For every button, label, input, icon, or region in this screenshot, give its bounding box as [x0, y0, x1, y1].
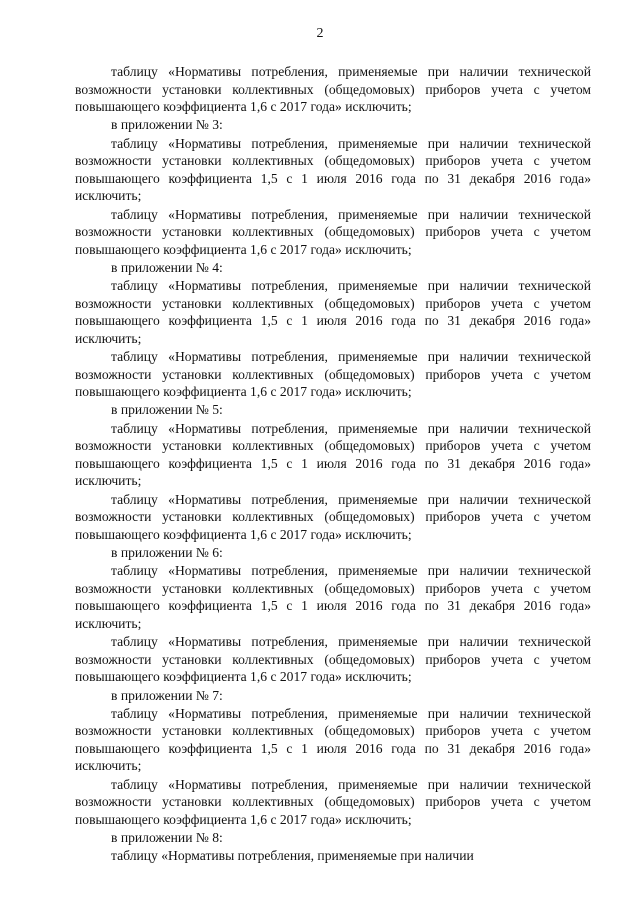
paragraph: таблицу «Нормативы потребления, применяемые при наличии технической возможности установки коллективных (общедомовых) приборов учета с учетом повышающего коэффициента 1,5 с 1 июля 2016 года по 31 декабря 2016 года» исключить; [75, 705, 591, 774]
appendix-heading: в приложении № 3: [111, 117, 223, 133]
paragraph: таблицу «Нормативы потребления, применяемые при наличии технической возможности установки коллективных (общедомовых) приборов учета с учетом повышающего коэффициента 1,5 с 1 июля 2016 года по 31 декабря 2016 года» исключить; [75, 420, 591, 489]
appendix-heading: в приложении № 8: [111, 830, 223, 846]
appendix-heading: в приложении № 4: [111, 259, 223, 275]
page-number: 2 [316, 26, 324, 41]
paragraph: таблицу «Нормативы потребления, применяемые при наличии технической возможности установки коллективных (общедомовых) приборов учета с учетом повышающего коэффициента 1,6 с 2017 года» исключить; [75, 349, 591, 400]
paragraph: таблицу «Нормативы потребления, применяемые при наличии технической возможности установки коллективных (общедомовых) приборов учета с учетом повышающего коэффициента 1,6 с 2017 года» исключить; [75, 206, 591, 257]
paragraph: таблицу «Нормативы потребления, применяемые при наличии [111, 848, 474, 864]
paragraph: таблицу «Нормативы потребления, применяемые при наличии технической возможности установки коллективных (общедомовых) приборов учета с учетом повышающего коэффициента 1,5 с 1 июля 2016 года по 31 декабря 2016 года» исключить; [75, 563, 591, 631]
paragraph: таблицу «Нормативы потребления, применяемые при наличии технической возможности установки коллективных (общедомовых) приборов учета с учетом повышающего коэффициента 1,6 с 2017 года» исключить; [75, 634, 591, 685]
paragraph: таблицу «Нормативы потребления, применяемые при наличии технической возможности установки коллективных (общедомовых) приборов учета с учетом повышающего коэффициента 1,5 с 1 июля 2016 года по 31 декабря 2016 года» исключить; [75, 135, 591, 204]
appendix-heading: в приложении № 5: [111, 402, 223, 418]
appendix-heading: в приложении № 6: [111, 544, 223, 560]
appendix-heading: в приложении № 7: [111, 687, 223, 703]
paragraph: таблицу «Нормативы потребления, применяемые при наличии технической возможности установки коллективных (общедомовых) приборов учета с учетом повышающего коэффициента 1,6 с 2017 года» исключить; [75, 491, 591, 542]
paragraph: таблицу «Нормативы потребления, применяемые при наличии технической возможности установки коллективных (общедомовых) приборов учета с учетом повышающего коэффициента 1,5 с 1 июля 2016 года по 31 декабря 2016 года» исключить; [75, 278, 591, 346]
paragraph: таблицу «Нормативы потребления, применяемые при наличии технической возможности установки коллективных (общедомовых) приборов учета с учетом повышающего коэффициента 1,6 с 2017 года» исключить; [75, 776, 591, 827]
document-body [75, 63, 591, 865]
paragraph: таблицу «Нормативы потребления, применяемые при наличии технической возможности установки коллективных (общедомовых) приборов учета с учетом повышающего коэффициента 1,6 с 2017 года» исключить; [75, 64, 591, 115]
